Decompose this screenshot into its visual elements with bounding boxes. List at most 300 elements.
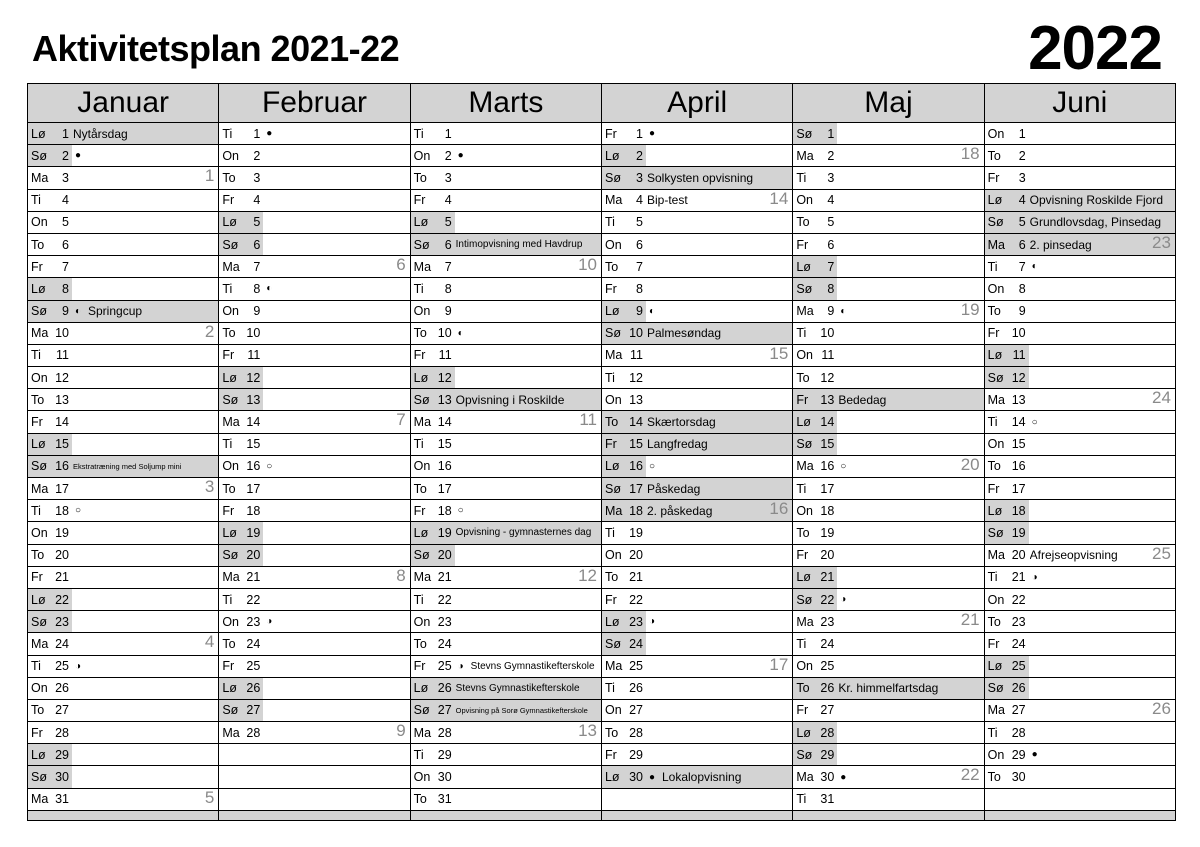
day-row[interactable] — [985, 611, 1175, 633]
weekday-label: Sø — [987, 215, 1004, 230]
event-label: Intimopvisning med Havdrup — [455, 239, 583, 251]
day-row[interactable] — [793, 256, 983, 278]
day-row[interactable] — [28, 545, 218, 567]
weekday-label: Fr — [413, 348, 426, 363]
day-number: 4 — [1018, 193, 1026, 208]
weekday-label: Ti — [796, 481, 807, 496]
day-number: 12 — [820, 370, 835, 385]
weekday-label: Fr — [796, 548, 809, 563]
day-row[interactable] — [28, 611, 218, 633]
column-footer — [602, 811, 792, 820]
day-number: 21 — [55, 570, 69, 585]
day-row[interactable] — [793, 656, 983, 678]
day-row[interactable] — [602, 123, 792, 145]
day-row[interactable] — [793, 722, 983, 744]
day-number: 8 — [62, 281, 69, 296]
day-row[interactable] — [411, 123, 601, 145]
day-row[interactable] — [793, 234, 983, 256]
day-row[interactable] — [28, 478, 218, 500]
day-row[interactable] — [793, 478, 983, 500]
day-row[interactable] — [793, 278, 983, 300]
day-row[interactable] — [411, 766, 601, 788]
day-row[interactable] — [411, 589, 601, 611]
day-row[interactable] — [793, 589, 983, 611]
day-row[interactable] — [219, 389, 409, 411]
day-number: 17 — [820, 481, 835, 496]
day-row[interactable] — [985, 478, 1175, 500]
empty-row — [985, 789, 1175, 811]
day-row[interactable] — [602, 256, 792, 278]
day-number: 15 — [820, 437, 835, 452]
day-row[interactable] — [411, 789, 601, 811]
weekday-label: On — [987, 747, 1005, 762]
day-row[interactable] — [411, 656, 601, 678]
event-label: Afrejseopvisning — [1029, 548, 1118, 563]
day-row[interactable] — [411, 567, 601, 589]
event-label: Palmesøndag — [646, 326, 722, 341]
day-row[interactable] — [411, 434, 601, 456]
weekday-label: Fr — [222, 659, 235, 674]
weekday-label: On — [413, 770, 431, 785]
day-row[interactable] — [793, 567, 983, 589]
day-row[interactable] — [219, 545, 409, 567]
day-row[interactable] — [602, 278, 792, 300]
week-number: 25 — [1152, 544, 1171, 563]
day-row[interactable] — [985, 212, 1175, 234]
day-row[interactable] — [985, 234, 1175, 256]
day-row[interactable] — [985, 522, 1175, 544]
empty-row — [602, 789, 792, 811]
day-row[interactable] — [602, 744, 792, 766]
weekday-label: On — [604, 392, 622, 407]
day-number: 25 — [437, 659, 452, 674]
day-row[interactable] — [28, 123, 218, 145]
day-number: 15 — [55, 437, 69, 452]
day-row[interactable] — [28, 278, 218, 300]
day-row[interactable] — [793, 766, 983, 788]
day-row[interactable] — [411, 478, 601, 500]
day-row[interactable] — [602, 522, 792, 544]
weekday-label: Sø — [413, 237, 430, 252]
day-number: 16 — [1011, 459, 1026, 474]
day-row[interactable] — [793, 700, 983, 722]
day-row[interactable] — [219, 567, 409, 589]
day-number: 19 — [437, 525, 452, 540]
weekday-label: Ma — [31, 481, 49, 496]
day-row[interactable] — [219, 256, 409, 278]
day-row[interactable] — [793, 522, 983, 544]
day-row[interactable] — [411, 345, 601, 367]
day-row[interactable] — [602, 545, 792, 567]
day-number: 25 — [246, 659, 261, 674]
weekday-label: Fr — [222, 193, 235, 208]
week-number: 19 — [960, 300, 980, 319]
day-row[interactable] — [985, 345, 1175, 367]
day-row[interactable] — [985, 722, 1175, 744]
day-row[interactable] — [28, 522, 218, 544]
day-row[interactable] — [793, 456, 983, 478]
day-row[interactable] — [602, 145, 792, 167]
day-number: 10 — [437, 326, 452, 341]
day-number: 23 — [820, 614, 835, 629]
day-number: 19 — [629, 525, 643, 540]
day-row[interactable] — [28, 212, 218, 234]
weekday-label: Sø — [31, 148, 47, 163]
day-row[interactable] — [28, 345, 218, 367]
day-number: 30 — [629, 770, 643, 785]
day-row[interactable] — [793, 744, 983, 766]
week-number: 20 — [960, 455, 980, 474]
day-row[interactable] — [219, 123, 409, 145]
day-row[interactable] — [411, 212, 601, 234]
day-row[interactable] — [411, 145, 601, 167]
day-row[interactable] — [602, 766, 792, 788]
weekday-label: Fr — [604, 281, 617, 296]
day-row[interactable] — [985, 411, 1175, 433]
day-row[interactable] — [793, 212, 983, 234]
day-row[interactable] — [985, 123, 1175, 145]
column-footer — [219, 811, 409, 820]
day-row[interactable] — [219, 323, 409, 345]
day-row[interactable] — [411, 522, 601, 544]
day-row[interactable] — [411, 500, 601, 522]
day-number: 8 — [636, 281, 643, 296]
weekday-label: Ma — [796, 148, 814, 163]
day-row[interactable] — [985, 456, 1175, 478]
event-label: Ekstratræning med Soljump mini — [73, 461, 182, 471]
day-row[interactable] — [602, 567, 792, 589]
day-row[interactable] — [219, 278, 409, 300]
day-row[interactable] — [985, 434, 1175, 456]
weekday-label: Ma — [31, 170, 49, 185]
moon-phase-icon: ○ — [648, 460, 655, 472]
weekday-label: To — [413, 481, 427, 496]
day-row[interactable] — [602, 301, 792, 323]
weekday-label: Lø — [413, 370, 429, 385]
day-row[interactable] — [793, 611, 983, 633]
event-label: 2. påskedag — [646, 503, 713, 518]
day-row[interactable] — [219, 212, 409, 234]
day-row[interactable] — [411, 167, 601, 189]
weekday-label: On — [987, 281, 1005, 296]
day-row[interactable] — [985, 256, 1175, 278]
day-row[interactable] — [602, 234, 792, 256]
moon-phase-icon: ◑ — [457, 660, 464, 672]
day-row[interactable] — [602, 500, 792, 522]
day-row[interactable] — [28, 766, 218, 788]
day-row[interactable] — [602, 367, 792, 389]
day-row[interactable] — [411, 411, 601, 433]
day-number: 18 — [55, 503, 69, 518]
day-row[interactable] — [28, 145, 218, 167]
weekday-label: On — [222, 614, 240, 629]
day-row[interactable] — [793, 323, 983, 345]
day-row[interactable] — [793, 500, 983, 522]
day-row[interactable] — [28, 789, 218, 811]
day-row[interactable] — [28, 323, 218, 345]
day-row[interactable] — [985, 190, 1175, 212]
day-number: 25 — [1011, 659, 1026, 674]
moon-phase-icon: ○ — [457, 505, 464, 517]
weekday-label: To — [987, 770, 1001, 785]
day-row[interactable] — [985, 678, 1175, 700]
day-row[interactable] — [219, 190, 409, 212]
day-row[interactable] — [985, 301, 1175, 323]
day-row[interactable] — [602, 323, 792, 345]
weekday-label: On — [31, 215, 48, 230]
day-number: 24 — [55, 636, 69, 651]
day-number: 19 — [1011, 525, 1026, 540]
weekday-label: Ma — [796, 304, 814, 319]
day-row[interactable] — [985, 656, 1175, 678]
day-number: 6 — [1018, 237, 1026, 252]
moon-phase-icon: ● — [1031, 749, 1038, 761]
day-row[interactable] — [28, 456, 218, 478]
day-row[interactable] — [411, 700, 601, 722]
day-row[interactable] — [602, 589, 792, 611]
weekday-label: Lø — [31, 747, 46, 762]
day-row[interactable] — [985, 500, 1175, 522]
day-row[interactable] — [411, 367, 601, 389]
day-number: 17 — [246, 481, 261, 496]
day-row[interactable] — [28, 256, 218, 278]
day-number: 26 — [55, 681, 69, 696]
day-row[interactable] — [793, 167, 983, 189]
day-row[interactable] — [219, 434, 409, 456]
day-row[interactable] — [602, 434, 792, 456]
day-row[interactable] — [219, 301, 409, 323]
day-row[interactable] — [602, 656, 792, 678]
day-number: 6 — [444, 237, 452, 252]
week-number: 16 — [769, 500, 789, 519]
event-label: Opvisning Roskilde Fjord — [1029, 193, 1164, 208]
day-row[interactable] — [28, 744, 218, 766]
weekday-label: Sø — [987, 525, 1004, 540]
day-row[interactable] — [219, 145, 409, 167]
day-row[interactable] — [411, 234, 601, 256]
day-row[interactable] — [219, 478, 409, 500]
day-row[interactable] — [985, 567, 1175, 589]
day-row[interactable] — [28, 589, 218, 611]
weekday-label: Ma — [31, 326, 49, 341]
day-row[interactable] — [411, 278, 601, 300]
day-number: 10 — [1011, 326, 1026, 341]
day-row[interactable] — [28, 434, 218, 456]
day-row[interactable] — [219, 700, 409, 722]
day-row[interactable] — [219, 611, 409, 633]
day-number: 7 — [827, 259, 835, 274]
day-row[interactable] — [411, 389, 601, 411]
day-row[interactable] — [28, 301, 218, 323]
day-number: 3 — [827, 170, 835, 185]
day-row[interactable] — [28, 500, 218, 522]
day-number: 14 — [1011, 415, 1026, 430]
day-row[interactable] — [28, 656, 218, 678]
day-number: 4 — [253, 193, 261, 208]
weekday-label: On — [222, 148, 240, 163]
column-footer — [28, 811, 218, 820]
weekday-label: Lø — [31, 281, 46, 296]
day-row[interactable] — [985, 589, 1175, 611]
day-row[interactable] — [28, 389, 218, 411]
day-row[interactable] — [411, 722, 601, 744]
weekday-label: Fr — [796, 237, 809, 252]
day-row[interactable] — [219, 345, 409, 367]
week-number: 4 — [204, 633, 215, 652]
day-row[interactable] — [28, 700, 218, 722]
day-row[interactable] — [411, 456, 601, 478]
day-row[interactable] — [219, 411, 409, 433]
day-row[interactable] — [411, 190, 601, 212]
day-row[interactable] — [793, 678, 983, 700]
day-row[interactable] — [411, 256, 601, 278]
day-number: 23 — [1011, 614, 1026, 629]
day-row[interactable] — [411, 323, 601, 345]
weekday-label: Lø — [796, 725, 811, 740]
day-row[interactable] — [602, 633, 792, 655]
day-number: 28 — [1011, 725, 1026, 740]
day-row[interactable] — [793, 301, 983, 323]
day-row[interactable] — [793, 145, 983, 167]
calendar-grid — [27, 83, 1176, 821]
day-row[interactable] — [602, 456, 792, 478]
day-row[interactable] — [411, 545, 601, 567]
day-number: 16 — [437, 459, 452, 474]
weekday-label: To — [796, 370, 810, 385]
day-number: 8 — [444, 281, 452, 296]
day-row[interactable] — [28, 633, 218, 655]
weekday-label: Lø — [413, 525, 429, 540]
day-row[interactable] — [793, 367, 983, 389]
day-row[interactable] — [793, 411, 983, 433]
day-row[interactable] — [985, 389, 1175, 411]
weekday-label: Ti — [413, 437, 424, 452]
day-row[interactable] — [602, 678, 792, 700]
day-row[interactable] — [219, 167, 409, 189]
day-row[interactable] — [28, 167, 218, 189]
day-row[interactable] — [219, 678, 409, 700]
day-row[interactable] — [28, 234, 218, 256]
day-row[interactable] — [219, 522, 409, 544]
day-row[interactable] — [985, 700, 1175, 722]
weekday-label: Ma — [413, 415, 432, 430]
weekday-label: To — [413, 170, 427, 185]
day-number: 12 — [246, 370, 261, 385]
day-row[interactable] — [602, 411, 792, 433]
day-row[interactable] — [28, 190, 218, 212]
day-row[interactable] — [985, 744, 1175, 766]
day-row[interactable] — [985, 167, 1175, 189]
day-row[interactable] — [411, 301, 601, 323]
day-number: 2 — [827, 148, 835, 163]
day-number: 28 — [437, 725, 452, 740]
day-row[interactable] — [602, 611, 792, 633]
weekday-label: Ti — [987, 259, 998, 274]
day-row[interactable] — [219, 722, 409, 744]
day-row[interactable] — [793, 434, 983, 456]
day-row[interactable] — [219, 234, 409, 256]
day-row[interactable] — [411, 611, 601, 633]
day-number: 23 — [246, 614, 261, 629]
day-row[interactable] — [411, 633, 601, 655]
day-number: 1 — [444, 126, 452, 141]
weekday-label: To — [31, 703, 45, 718]
day-row[interactable] — [793, 389, 983, 411]
day-row[interactable] — [793, 123, 983, 145]
day-row[interactable] — [985, 633, 1175, 655]
weekday-label: Ma — [604, 503, 623, 518]
event-label: Grundlovsdag, Pinsedag — [1029, 215, 1162, 230]
day-row[interactable] — [411, 744, 601, 766]
weekday-label: Ma — [31, 792, 49, 807]
day-number: 8 — [1018, 281, 1026, 296]
day-row[interactable] — [985, 545, 1175, 567]
day-number: 9 — [1018, 304, 1026, 319]
day-row[interactable] — [602, 722, 792, 744]
day-row[interactable] — [28, 411, 218, 433]
day-number: 3 — [1018, 170, 1026, 185]
weekday-label: Fr — [604, 126, 617, 141]
day-row[interactable] — [985, 323, 1175, 345]
day-row[interactable] — [28, 367, 218, 389]
day-row[interactable] — [602, 389, 792, 411]
day-row[interactable] — [219, 589, 409, 611]
day-row[interactable] — [793, 545, 983, 567]
weekday-label: Lø — [604, 770, 620, 785]
day-row[interactable] — [793, 190, 983, 212]
day-row[interactable] — [602, 478, 792, 500]
day-row[interactable] — [602, 212, 792, 234]
day-row[interactable] — [602, 345, 792, 367]
day-row[interactable] — [219, 500, 409, 522]
day-row[interactable] — [985, 367, 1175, 389]
weekday-label: Ma — [31, 636, 49, 651]
day-row[interactable] — [985, 766, 1175, 788]
day-number: 29 — [629, 747, 643, 762]
day-row[interactable] — [602, 167, 792, 189]
day-row[interactable] — [219, 367, 409, 389]
day-number: 27 — [820, 703, 835, 718]
day-row[interactable] — [219, 456, 409, 478]
day-row[interactable] — [793, 633, 983, 655]
day-row[interactable] — [985, 278, 1175, 300]
day-row[interactable] — [602, 700, 792, 722]
weekday-label: Ma — [604, 659, 623, 674]
day-row[interactable] — [602, 190, 792, 212]
day-number: 28 — [820, 725, 835, 740]
week-number: 18 — [960, 145, 980, 164]
weekday-label: On — [222, 304, 240, 319]
day-row[interactable] — [411, 678, 601, 700]
weekday-label: Lø — [987, 659, 1003, 674]
day-row[interactable] — [793, 345, 983, 367]
day-row[interactable] — [219, 633, 409, 655]
day-number: 14 — [55, 415, 69, 430]
weekday-label: Ti — [222, 126, 233, 141]
weekday-label: On — [31, 681, 48, 696]
day-row[interactable] — [793, 789, 983, 811]
day-number: 29 — [1011, 747, 1026, 762]
weekday-label: To — [413, 636, 427, 651]
day-number: 4 — [62, 193, 69, 208]
weekday-label: Sø — [604, 636, 621, 651]
day-row[interactable] — [985, 145, 1175, 167]
day-row[interactable] — [28, 678, 218, 700]
day-row[interactable] — [28, 722, 218, 744]
day-row[interactable] — [219, 656, 409, 678]
day-row[interactable] — [28, 567, 218, 589]
day-number: 12 — [629, 370, 643, 385]
